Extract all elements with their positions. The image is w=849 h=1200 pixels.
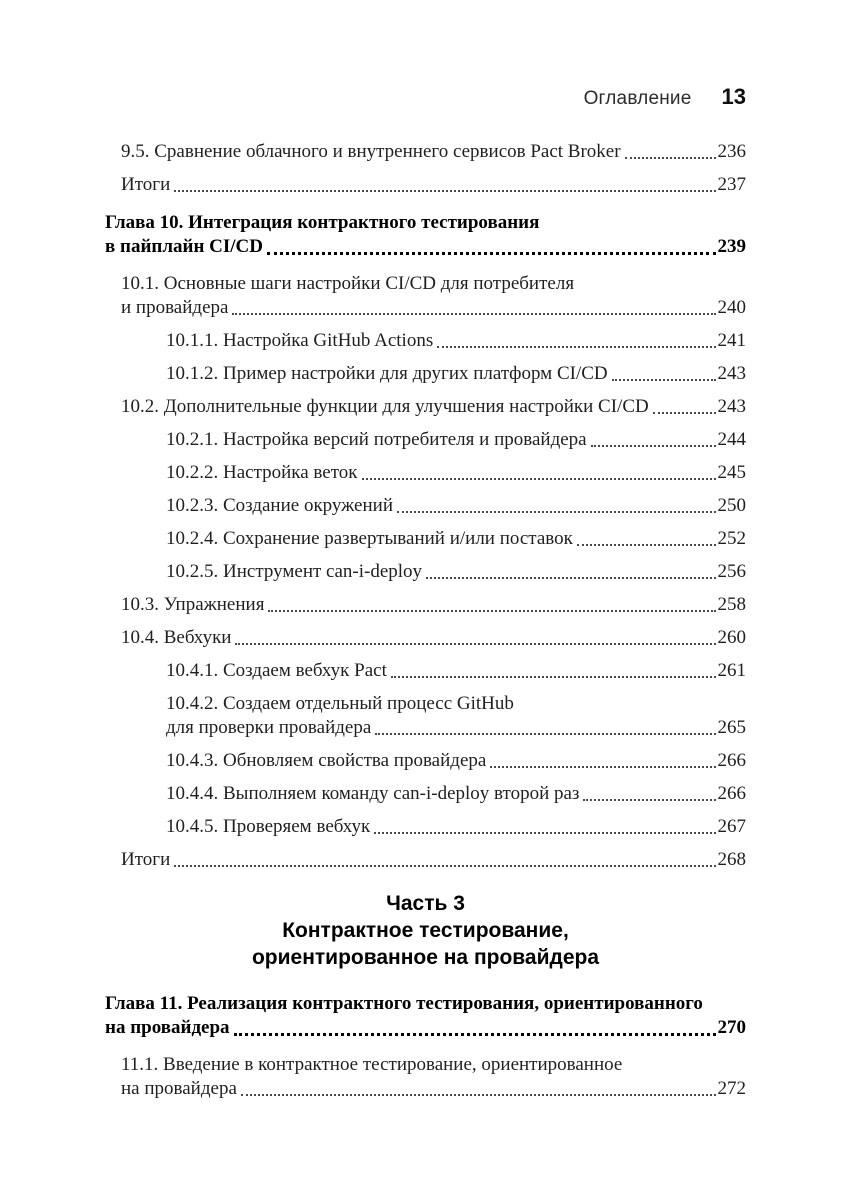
toc-dot-leader (397, 511, 716, 513)
toc-entry-row (121, 140, 746, 164)
toc-page-number: 240 (717, 297, 746, 318)
toc-entry-row (166, 461, 746, 485)
toc-page-number: 266 (717, 750, 746, 771)
toc-page-number: 272 (717, 1078, 746, 1099)
toc-entry-line: 11.1. Введение в контрактное тестирование, ориентированное (121, 1054, 623, 1075)
toc-dot-leader (241, 1094, 716, 1096)
toc-entry-text: 10.2.5. Инструмент can-i-deploy (166, 561, 423, 582)
toc-entry-row (166, 782, 746, 806)
toc-entry-row (105, 1016, 746, 1040)
toc-entry-text: 10.3. Упражнения (121, 594, 265, 615)
toc-dot-leader (490, 766, 715, 768)
toc-page-number: 250 (717, 495, 746, 516)
running-header-title: Оглавление (583, 88, 692, 109)
toc-entry-text: 10.4.5. Проверяем вебхук (166, 816, 371, 837)
toc-dot-leader (612, 379, 716, 381)
toc-entry-line: Глава 11. Реализация контрактного тестирования, ориентированного (105, 993, 703, 1014)
toc-page-number: 265 (717, 717, 746, 738)
toc-entry-subsection (105, 329, 746, 353)
toc-dot-leader (362, 478, 716, 480)
toc-entry-subsection (105, 461, 746, 485)
toc-entry-subsection (105, 815, 746, 839)
toc-page-number: 245 (717, 462, 746, 483)
toc-entry-subsection (105, 692, 746, 740)
toc-entry-part (105, 890, 746, 971)
toc-entry-row (166, 560, 746, 584)
toc-dot-leader (174, 190, 715, 192)
toc-entry-section (105, 395, 746, 419)
toc-entry-row (121, 848, 746, 872)
toc-entry-text: и провайдера (121, 297, 229, 318)
toc-entry-line: Глава 10. Интеграция контрактного тестирования (105, 212, 540, 233)
toc-page-number: 241 (717, 330, 746, 351)
toc-entry-section (105, 626, 746, 650)
toc-entry-section (105, 593, 746, 617)
toc-entry-line: ориентированное на провайдера (251, 946, 600, 969)
toc-entry-text: Итоги (121, 174, 171, 195)
toc-entry-row (166, 716, 746, 740)
toc-page-number: 243 (717, 363, 746, 384)
toc-page-number: 244 (717, 429, 746, 450)
toc-entry-section (105, 272, 746, 320)
toc-entry-section (105, 140, 746, 164)
toc-page-number: 268 (717, 849, 746, 870)
toc-dot-leader (426, 577, 715, 579)
toc-entry-row (166, 329, 746, 353)
toc-entry-subsection (105, 560, 746, 584)
toc-entry-row (166, 362, 746, 386)
toc-page-number: 261 (717, 660, 746, 681)
toc-page-number: 237 (717, 174, 746, 195)
toc-list (105, 140, 746, 1110)
toc-dot-leader (375, 733, 715, 735)
toc-dot-leader (267, 252, 716, 255)
toc-dot-leader (374, 832, 715, 834)
toc-entry-section (105, 1053, 746, 1101)
toc-entry-text: 10.1.1. Настройка GitHub Actions (166, 330, 434, 351)
toc-entry-subsection (105, 749, 746, 773)
toc-dot-leader (174, 865, 715, 867)
toc-entry-text: 10.4.4. Выполняем команду can-i-deploy второй раз (166, 783, 580, 804)
toc-entry-text: 10.2.3. Создание окружений (166, 495, 393, 516)
toc-page-number: 256 (717, 561, 746, 582)
toc-page-number: 267 (717, 816, 746, 837)
toc-entry-row (121, 626, 746, 650)
toc-entry-text: на провайдера (105, 1017, 230, 1038)
toc-entry-row (121, 593, 746, 617)
toc-entry-line: 10.1. Основные шаги настройки CI/CD для потребителя (121, 273, 575, 294)
toc-dot-leader (232, 313, 715, 315)
toc-entry-text: Итоги (121, 849, 171, 870)
toc-entry-row (121, 395, 746, 419)
toc-entry-section (105, 173, 746, 197)
toc-page-number: 252 (717, 528, 746, 549)
toc-entry-row (105, 235, 746, 259)
toc-entry-row (121, 1077, 746, 1101)
toc-dot-leader (625, 157, 716, 159)
toc-entry-text: 10.2.1. Настройка версий потребителя и провайдера (166, 429, 587, 450)
toc-dot-leader (437, 346, 715, 348)
toc-entry-row (121, 296, 746, 320)
toc-entry-chapter (105, 992, 746, 1040)
toc-page-number: 266 (717, 783, 746, 804)
toc-entry-text: 9.5. Сравнение облачного и внутреннего сервисов Pact Broker (121, 141, 621, 162)
toc-entry-text: 10.2. Дополнительные функции для улучшения настройки CI/CD (121, 396, 649, 417)
toc-entry-text: 10.4.1. Создаем вебхук Pact (166, 660, 387, 681)
toc-dot-leader (235, 643, 715, 645)
toc-entry-text: 10.4. Вебхуки (121, 627, 232, 648)
toc-dot-leader (391, 676, 716, 678)
toc-dot-leader (577, 544, 716, 546)
toc-dot-leader (268, 610, 715, 612)
toc-dot-leader (653, 412, 716, 414)
toc-page-number: 260 (717, 627, 746, 648)
toc-page-number: 239 (717, 236, 746, 257)
toc-entry-row (166, 428, 746, 452)
toc-entry-row (166, 527, 746, 551)
toc-page-number: 236 (717, 141, 746, 162)
toc-entry-subsection (105, 428, 746, 452)
toc-entry-text: в пайплайн CI/CD (105, 236, 263, 257)
toc-page-number: 258 (717, 594, 746, 615)
toc-entry-row (121, 173, 746, 197)
toc-entry-subsection (105, 362, 746, 386)
toc-entry-subsection (105, 782, 746, 806)
running-header-page-number: 13 (721, 84, 746, 109)
toc-entry-row (166, 494, 746, 518)
toc-page-number: 243 (717, 396, 746, 417)
running-header (105, 84, 746, 110)
toc-dot-leader (591, 445, 716, 447)
toc-entry-line: 10.4.2. Создаем отдельный процесс GitHub (166, 693, 514, 714)
toc-entry-subsection (105, 659, 746, 683)
toc-entry-text: 10.2.4. Сохранение развертываний и/или поставок (166, 528, 573, 549)
toc-entry-row (166, 659, 746, 683)
toc-entry-text: 10.4.3. Обновляем свойства провайдера (166, 750, 487, 771)
toc-entry-subsection (105, 494, 746, 518)
toc-entry-section (105, 848, 746, 872)
toc-entry-subsection (105, 527, 746, 551)
toc-entry-text: для проверки провайдера (166, 717, 372, 738)
toc-entry-text: 10.2.2. Настройка веток (166, 462, 358, 483)
toc-entry-line: Часть 3 (386, 892, 465, 915)
toc-entry-row (166, 815, 746, 839)
toc-entry-row (166, 749, 746, 773)
toc-entry-chapter (105, 211, 746, 259)
toc-entry-text: 10.1.2. Пример настройки для других платформ CI/CD (166, 363, 608, 384)
toc-dot-leader (583, 799, 715, 801)
toc-dot-leader (234, 1033, 716, 1036)
toc-entry-text: на провайдера (121, 1078, 237, 1099)
toc-entry-line: Контрактное тестирование, (282, 919, 569, 942)
toc-page-number: 270 (717, 1017, 746, 1038)
